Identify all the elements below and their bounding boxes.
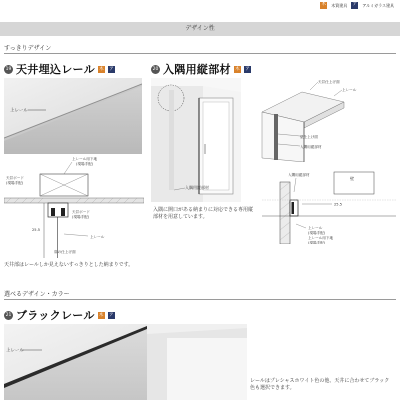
section-title: 入隅用縦部材 xyxy=(163,63,231,76)
label-ceiling-board-2: 天井ボード xyxy=(72,210,90,214)
wood-tag: 木 xyxy=(99,67,104,72)
label-wall-finish: 壁仕上げ面 xyxy=(300,135,318,139)
section-title: 天井埋込レール xyxy=(16,63,95,76)
wood-badge: 木 xyxy=(321,2,327,8)
section-21-caption: レールはプレシャスホワイト色の他、天井に合わせてブラック色も選択できます。 xyxy=(250,378,390,391)
dimension-label: 25.5 xyxy=(334,202,343,207)
corner-member-perspective-diagram xyxy=(252,78,372,162)
label-upper-rail: 上レール xyxy=(90,235,105,239)
label-ceiling-board: 天井ボード xyxy=(6,176,24,180)
label-upper-rail-2: 上レール xyxy=(308,226,323,230)
section-title: ブラックレール xyxy=(16,309,95,322)
label-wall: 壁 xyxy=(350,176,354,181)
alu-legend-label: アルミガラス建具 xyxy=(362,2,394,8)
section-19-heading xyxy=(4,61,115,77)
corner-member-photo xyxy=(151,78,241,202)
label-corner-member: 入隅用縦部材 xyxy=(300,145,322,149)
ceiling-rail-photo xyxy=(4,78,142,154)
photo-label: 上レール xyxy=(6,348,24,354)
wood-legend-label: 木質建具 xyxy=(331,2,348,8)
label-ceiling-board-sub: (現場手配) xyxy=(6,181,24,185)
corner-member-plan-diagram xyxy=(262,166,396,244)
label-wall-base-sub: (現場手配) xyxy=(308,231,326,235)
photo-label: 上レール xyxy=(10,108,28,114)
section-21-heading xyxy=(4,307,115,323)
section-header-bar: デザイン性 xyxy=(0,22,400,36)
alu-tag: ア xyxy=(245,67,250,72)
subhead-simple-design: すっきりデザイン xyxy=(4,45,52,52)
ceiling-rail-section-diagram xyxy=(4,154,144,258)
wood-tag: 木 xyxy=(235,67,240,72)
label-ceiling-finish: 天井仕上げ面 xyxy=(318,80,340,84)
dimension-label: 25.5 xyxy=(32,228,41,232)
label-rail-base: 上レール用下地 xyxy=(308,236,334,240)
label-upper-rail: 上レール xyxy=(342,88,357,92)
section-number: 19 xyxy=(5,66,12,72)
photo-label: 入隅用縦部材 xyxy=(185,185,209,190)
label-rail-base-sub: (現場手配) xyxy=(308,241,326,244)
label-rail-base-sub: (現場手配) xyxy=(76,162,94,166)
section-19-caption: 天井部はレールしか見えないすっきりとした納まりです。 xyxy=(4,262,134,268)
label-door-finish: 扉の仕上げ面 xyxy=(54,250,76,254)
black-rail-wall-photo xyxy=(147,324,247,400)
alu-tag: ア xyxy=(109,67,114,72)
black-rail-photo xyxy=(4,324,147,400)
alu-badge: ア xyxy=(352,2,358,8)
subhead-selectable-design: 選べるデザイン・カラー xyxy=(4,291,70,298)
section-20-caption: 入隅に開口がある納まりに対応できる専用縦部材を用意しています。 xyxy=(153,207,254,220)
label-ceiling-board-2-sub: (現場手配) xyxy=(72,215,90,219)
divider xyxy=(4,53,396,54)
alu-tag: ア xyxy=(108,313,114,318)
section-20-heading xyxy=(151,61,251,77)
legend xyxy=(320,2,394,9)
section-number: 20 xyxy=(152,66,159,72)
label-rail-base: 上レール用下地 xyxy=(72,157,98,161)
section-number: 21 xyxy=(5,312,12,318)
divider xyxy=(4,299,396,300)
wood-tag: 木 xyxy=(98,313,104,318)
label-corner-member-2: 入隅用縦部材 xyxy=(288,173,310,177)
